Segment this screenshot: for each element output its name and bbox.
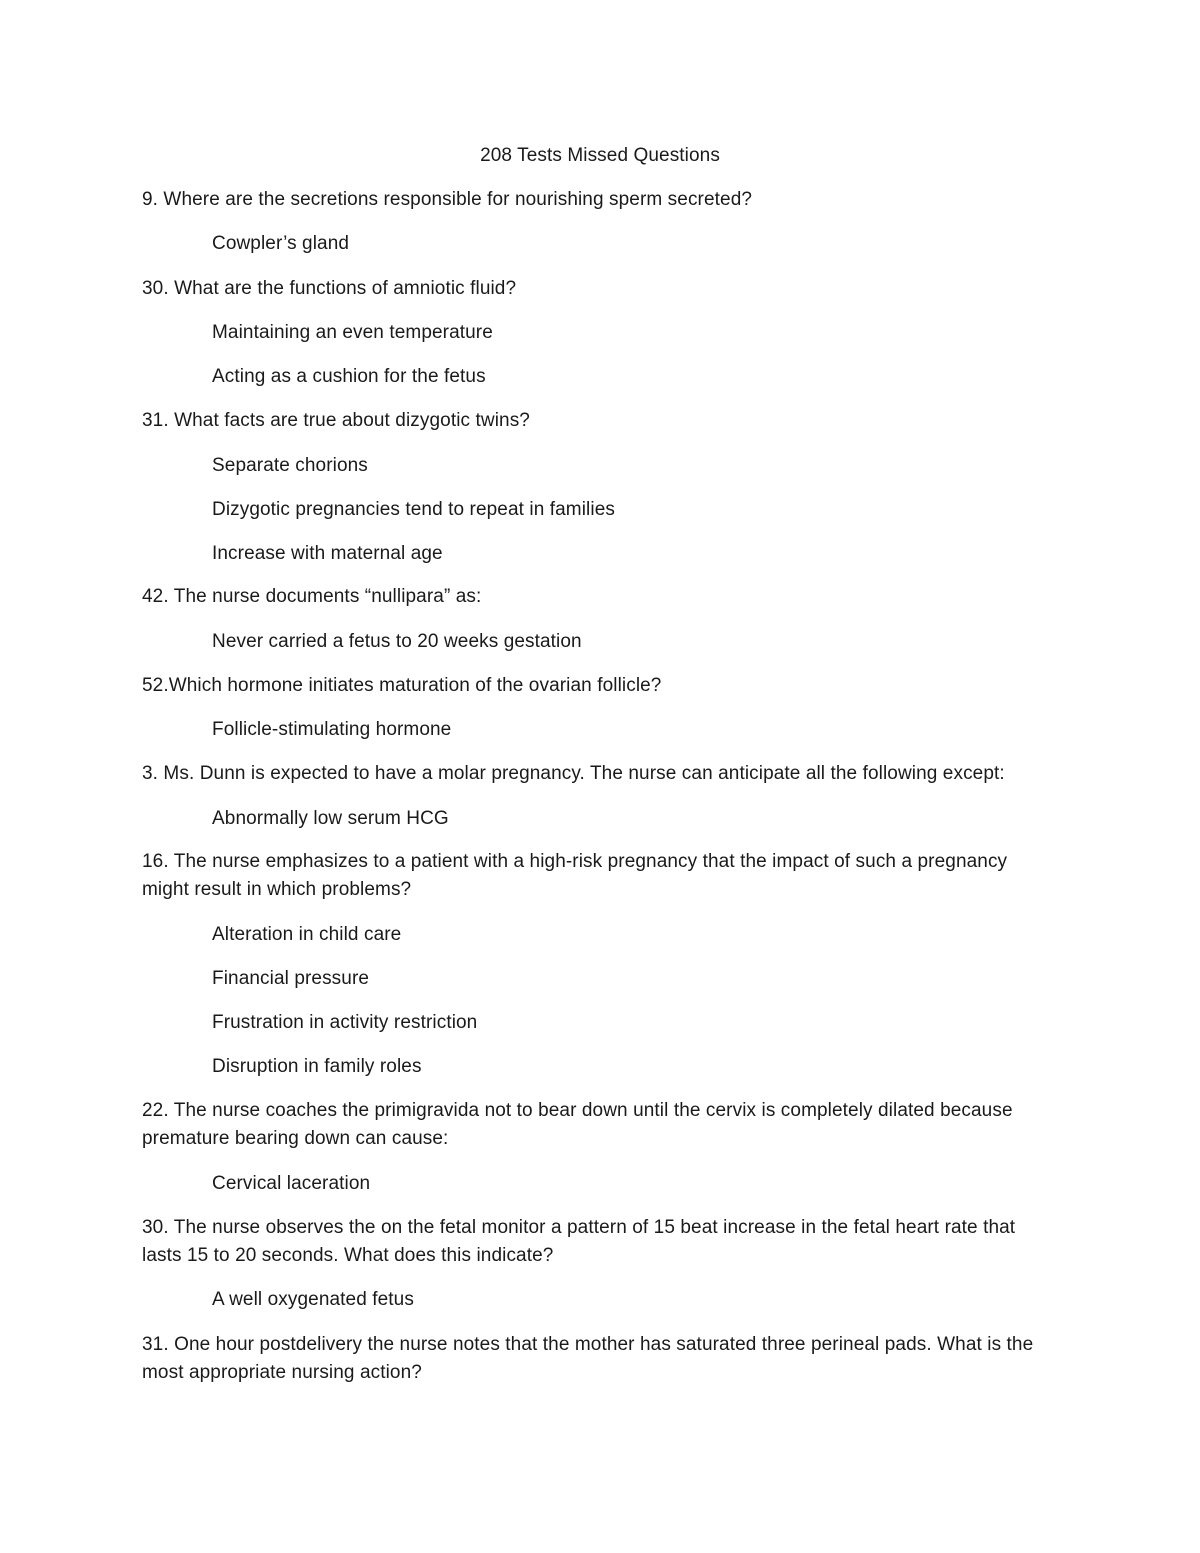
- answer-30-fetal-monitor-1: A well oxygenated fetus: [212, 1289, 414, 1310]
- question-16: 16. The nurse emphasizes to a patient with a high-risk pregnancy that the impact of such a pregnancy might result in which problems?: [142, 851, 1008, 900]
- answer-31-1: Separate chorions: [212, 455, 368, 476]
- question-30-fetal-monitor: 30. The nurse observes the on the fetal monitor a pattern of 15 beat increase in the fetal heart rate that lasts 15 to 20 seconds. What does this indicate?: [142, 1217, 1016, 1266]
- question-31: 31. What facts are true about dizygotic twins?: [142, 410, 530, 431]
- question-9: 9. Where are the secretions responsible for nourishing sperm secreted?: [142, 189, 753, 210]
- answer-31-3: Increase with maternal age: [212, 543, 443, 564]
- question-22: 22. The nurse coaches the primigravida not to bear down until the cervix is completely dilated because premature bearing down can cause:: [142, 1100, 1013, 1149]
- answer-52-1: Follicle-stimulating hormone: [212, 719, 452, 740]
- answer-16-3: Frustration in activity restriction: [212, 1012, 478, 1033]
- answer-31-2: Dizygotic pregnancies tend to repeat in families: [212, 499, 615, 520]
- answer-22-1: Cervical laceration: [212, 1173, 371, 1194]
- answer-30-2: Acting as a cushion for the fetus: [212, 366, 486, 387]
- question-42: 42. The nurse documents “nullipara” as:: [142, 586, 482, 607]
- document-title: 208 Tests Missed Questions: [480, 145, 720, 166]
- answer-16-2: Financial pressure: [212, 968, 370, 989]
- question-31-postdelivery: 31. One hour postdelivery the nurse notes that the mother has saturated three perineal pads. What is the most appropriate nursing action?: [142, 1334, 1034, 1383]
- answer-16-1: Alteration in child care: [212, 924, 402, 945]
- answer-9-1: Cowpler’s gland: [212, 233, 350, 254]
- answer-3-1: Abnormally low serum HCG: [212, 808, 449, 829]
- question-30: 30. What are the functions of amniotic fluid?: [142, 278, 517, 299]
- answer-42-1: Never carried a fetus to 20 weeks gestation: [212, 631, 582, 652]
- answer-16-4: Disruption in family roles: [212, 1056, 422, 1077]
- question-52: 52.Which hormone initiates maturation of the ovarian follicle?: [142, 675, 662, 696]
- answer-30-1: Maintaining an even temperature: [212, 322, 493, 343]
- question-3: 3. Ms. Dunn is expected to have a molar pregnancy. The nurse can anticipate all the following except:: [142, 763, 1005, 784]
